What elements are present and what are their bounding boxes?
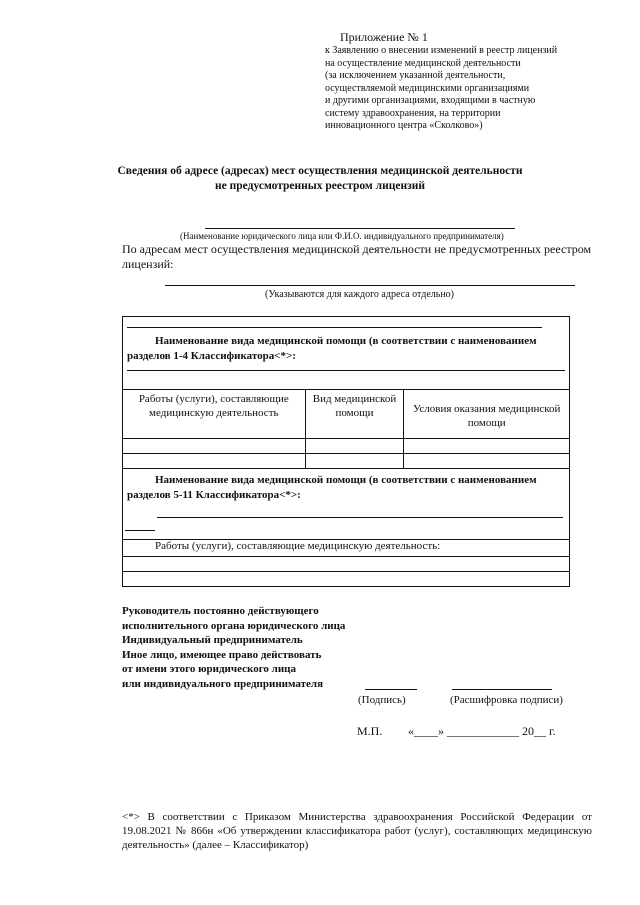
table-cell	[123, 439, 306, 454]
annex-line: (за исключением указанной деятельности,	[325, 70, 506, 81]
signatory-line: от имени этого юридического лица	[122, 663, 297, 675]
works-label: Работы (услуги), составляющие медицинскую деятельность:	[155, 540, 441, 552]
footnote: <*> В соответствии с Приказом Министерства здравоохранения Российской Федерации от 19.08.2021 № 866н «Об утверждении классификатора работ (услуг), составляющих медицинскую деятельность» (далее – Классификатор)	[122, 811, 592, 851]
section2-title: Наименование вида медицинской помощи (в соответствии с наименованием разделов 5-11 Классификатора<*>:	[127, 474, 537, 501]
table-cell	[123, 454, 306, 469]
stamp-label: М.П.	[357, 724, 383, 738]
addresses-caption: (Указываются для каждого адреса отдельно)	[265, 289, 454, 300]
annex-line: и другими организациями, входящими в частную	[325, 95, 536, 106]
date-field: «____» ____________ 20__ г.	[408, 724, 556, 738]
annex-line: на осуществление медицинской деятельности	[325, 57, 521, 69]
annex-title: Приложение № 1	[340, 30, 428, 44]
decoding-line	[452, 689, 552, 690]
services-table	[122, 316, 570, 587]
table-cell	[123, 572, 570, 587]
works-label-cell	[123, 540, 570, 557]
col-type-header: Вид медицинской помощи	[305, 390, 404, 439]
table-cell	[404, 454, 570, 469]
annex-line: систему здравоохранения, на территории	[325, 107, 501, 119]
signature-line	[365, 689, 417, 690]
col-works-header: Работы (услуги), составляющие медицинскую деятельность	[123, 390, 306, 439]
document-heading: Сведения об адресе (адресах) мест осуществления медицинской деятельности	[117, 165, 523, 177]
entity-name-line	[205, 228, 515, 229]
signature-label: (Подпись)	[358, 694, 406, 706]
entity-caption: (Наименование юридического лица или Ф.И.О. индивидуального предпринимателя)	[180, 231, 504, 241]
section2-cell	[123, 469, 570, 540]
addresses-line	[165, 285, 575, 286]
decoding-label: (Расшифровка подписи)	[450, 694, 563, 706]
annex-line: осуществляемой медицинскими организациями	[325, 82, 530, 94]
signatory-line: или индивидуального предпринимателя	[122, 677, 324, 690]
section1-cell	[123, 317, 570, 390]
annex-line: инновационного центра «Сколково»)	[325, 120, 483, 131]
addresses-text: По адресам мест осуществления медицинской деятельности не предусмотренных реестром лицензий:	[122, 242, 592, 271]
signatory-line: Индивидуальный предприниматель	[122, 634, 303, 646]
signatory-line: исполнительного органа юридического лица	[122, 619, 346, 632]
table-cell	[305, 439, 404, 454]
document-heading-cont: не предусмотренных реестром лицензий	[215, 180, 425, 192]
col-conditions-header: Условия оказания медицинской помощи	[404, 390, 570, 439]
table-cell	[305, 454, 404, 469]
table-cell	[404, 439, 570, 454]
signatory-line: Иное лицо, имеющее право действовать	[122, 648, 322, 661]
annex-line: к Заявлению о внесении изменений в реестр лицензий	[325, 45, 558, 56]
signatory-line: Руководитель постоянно действующего	[122, 605, 319, 617]
section1-title: Наименование вида медицинской помощи (в соответствии с наименованием разделов 1-4 Классификатора<*>:	[127, 335, 537, 362]
table-cell	[123, 557, 570, 572]
